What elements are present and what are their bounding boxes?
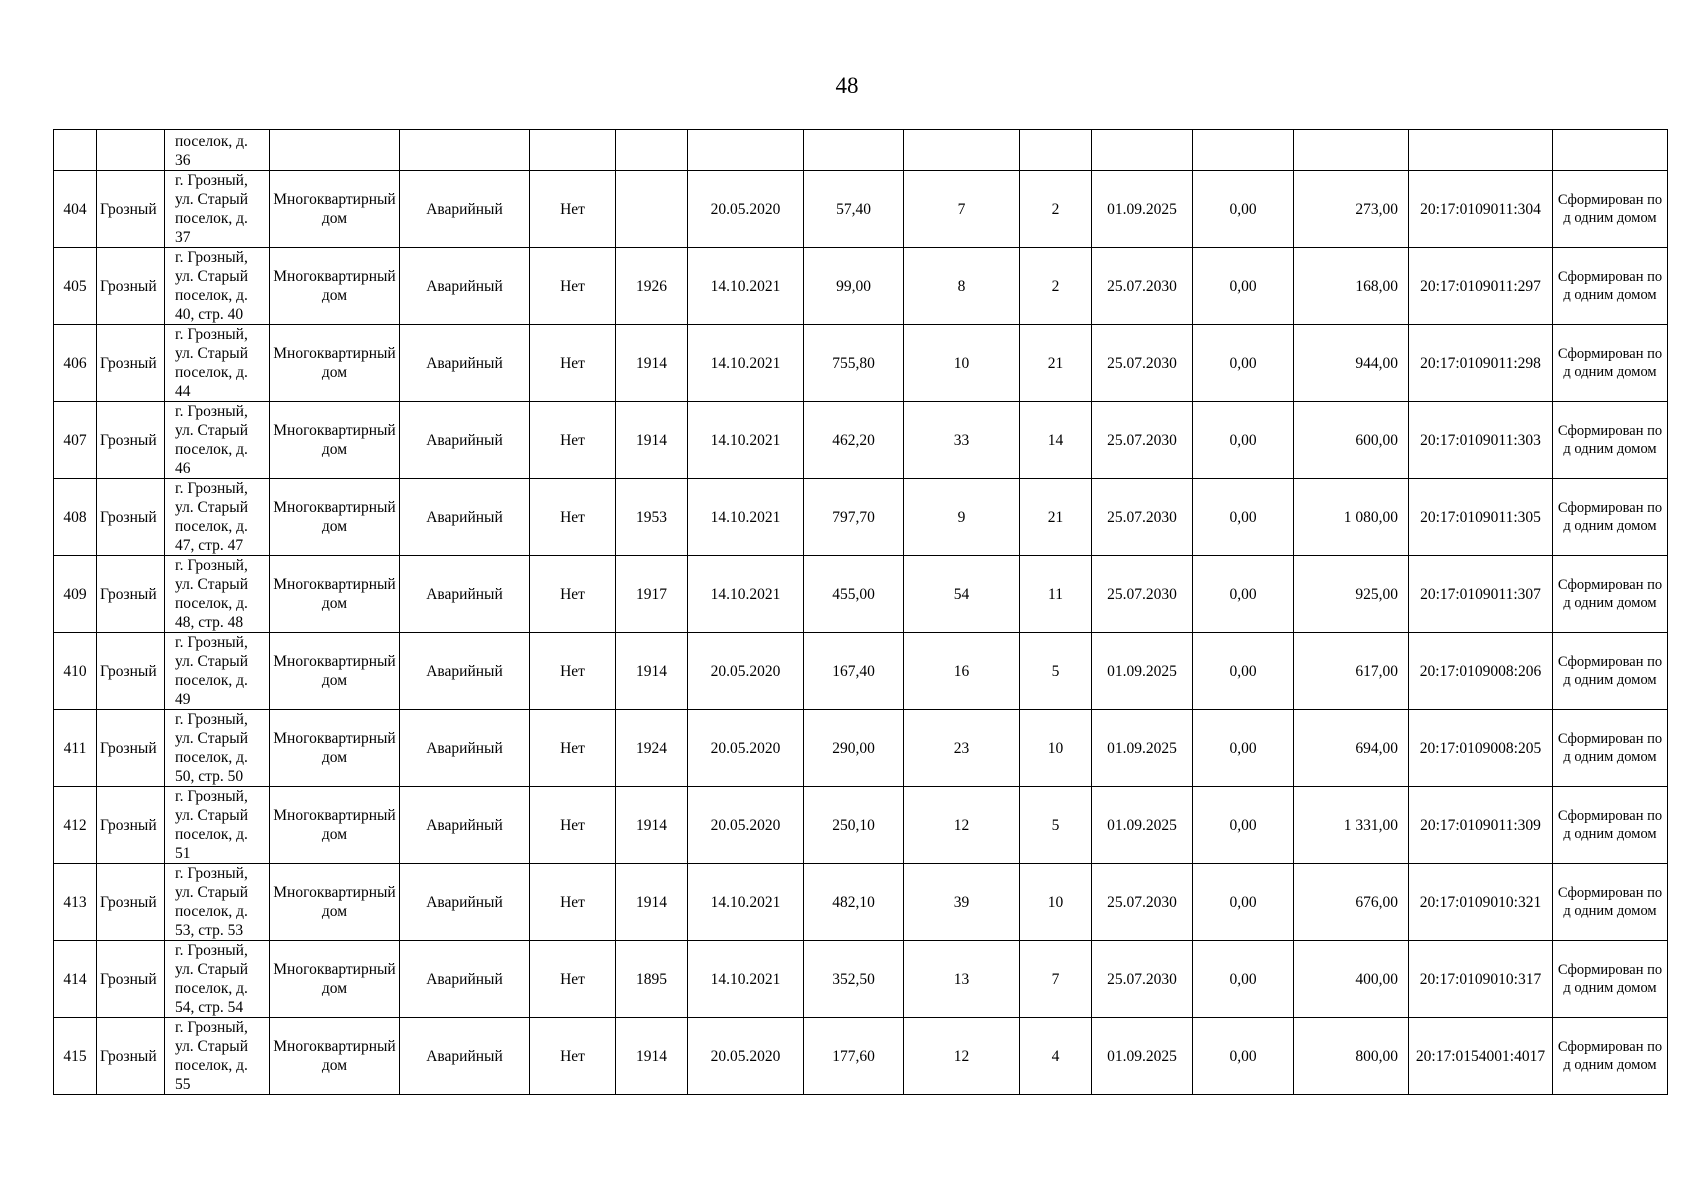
cell-apartments: 7 xyxy=(1020,941,1092,1018)
cell-date-planned: 01.09.2025 xyxy=(1092,787,1193,864)
cell-apartments: 11 xyxy=(1020,556,1092,633)
cell-flag: Нет xyxy=(530,633,616,710)
cell-type: Многоквартирный дом xyxy=(270,1018,400,1095)
cell-date-recognized: 14.10.2021 xyxy=(688,479,804,556)
cell-type: Многоквартирный дом xyxy=(270,710,400,787)
cell-num: 410 xyxy=(54,633,97,710)
cell-date-recognized: 14.10.2021 xyxy=(688,556,804,633)
cell-note: Сформирован под одним домом xyxy=(1553,171,1668,248)
cell-status: Аварийный xyxy=(400,325,530,402)
table-row xyxy=(54,1018,1668,1095)
cell-cadastral: 20:17:0109010:317 xyxy=(1409,941,1553,1018)
cell-address: г. Грозный, ул. Старый поселок, д. 49 xyxy=(165,633,270,710)
cell-date-recognized: 20.05.2020 xyxy=(688,633,804,710)
cell-type: Многоквартирный дом xyxy=(270,864,400,941)
cell-flag: Нет xyxy=(530,325,616,402)
cell-area xyxy=(804,130,904,171)
cell-flag: Нет xyxy=(530,710,616,787)
cell-city: Грозный xyxy=(97,1018,165,1095)
cell-num: 415 xyxy=(54,1018,97,1095)
cell-address: г. Грозный, ул. Старый поселок, д. 54, стр. 54 xyxy=(165,941,270,1018)
cell-note: Сформирован под одним домом xyxy=(1553,556,1668,633)
cell-address: г. Грозный, ул. Старый поселок, д. 53, стр. 53 xyxy=(165,864,270,941)
cell-year: 1895 xyxy=(616,941,688,1018)
cell-date-planned: 25.07.2030 xyxy=(1092,402,1193,479)
cell-col13: 694,00 xyxy=(1294,710,1409,787)
cell-residents: 12 xyxy=(904,787,1020,864)
cell-year xyxy=(616,171,688,248)
cell-cadastral: 20:17:0109011:304 xyxy=(1409,171,1553,248)
cell-flag: Нет xyxy=(530,864,616,941)
cell-date-planned: 25.07.2030 xyxy=(1092,556,1193,633)
cell-flag: Нет xyxy=(530,479,616,556)
cell-area: 250,10 xyxy=(804,787,904,864)
continuation-row xyxy=(54,130,1668,171)
cell-date-planned: 25.07.2030 xyxy=(1092,864,1193,941)
cell-date-planned: 25.07.2030 xyxy=(1092,941,1193,1018)
cell-type: Многоквартирный дом xyxy=(270,556,400,633)
cell-col13: 676,00 xyxy=(1294,864,1409,941)
cell-year: 1926 xyxy=(616,248,688,325)
cell-note: Сформирован под одним домом xyxy=(1553,479,1668,556)
cell-date-planned xyxy=(1092,130,1193,171)
cell-apartments: 14 xyxy=(1020,402,1092,479)
cell-col13: 944,00 xyxy=(1294,325,1409,402)
cell-col13: 600,00 xyxy=(1294,402,1409,479)
cell-num: 409 xyxy=(54,556,97,633)
cell-col13: 800,00 xyxy=(1294,1018,1409,1095)
cell-year: 1914 xyxy=(616,864,688,941)
cell-num: 414 xyxy=(54,941,97,1018)
cell-col13: 1 331,00 xyxy=(1294,787,1409,864)
cell-date-planned: 01.09.2025 xyxy=(1092,710,1193,787)
cell-area: 99,00 xyxy=(804,248,904,325)
cell-city: Грозный xyxy=(97,556,165,633)
cell-type: Многоквартирный дом xyxy=(270,171,400,248)
cell-address: г. Грозный, ул. Старый поселок, д. 51 xyxy=(165,787,270,864)
cell-status: Аварийный xyxy=(400,864,530,941)
cell-address: г. Грозный, ул. Старый поселок, д. 46 xyxy=(165,402,270,479)
cell-cadastral: 20:17:0109011:307 xyxy=(1409,556,1553,633)
table-row xyxy=(54,710,1668,787)
cell-residents: 54 xyxy=(904,556,1020,633)
cell-residents: 33 xyxy=(904,402,1020,479)
cell-city: Грозный xyxy=(97,941,165,1018)
cell-note: Сформирован под одним домом xyxy=(1553,787,1668,864)
cell-date-recognized: 20.05.2020 xyxy=(688,710,804,787)
cell-note: Сформирован под одним домом xyxy=(1553,710,1668,787)
cell-residents: 16 xyxy=(904,633,1020,710)
cell-flag: Нет xyxy=(530,171,616,248)
cell-note: Сформирован под одним домом xyxy=(1553,1018,1668,1095)
cell-date-planned: 01.09.2025 xyxy=(1092,1018,1193,1095)
cell-cadastral xyxy=(1409,130,1553,171)
cell-address: г. Грозный, ул. Старый поселок, д. 50, стр. 50 xyxy=(165,710,270,787)
cell-date-planned: 25.07.2030 xyxy=(1092,248,1193,325)
cell-status: Аварийный xyxy=(400,787,530,864)
table-row xyxy=(54,479,1668,556)
cell-apartments: 5 xyxy=(1020,633,1092,710)
cell-col13: 273,00 xyxy=(1294,171,1409,248)
cell-cadastral: 20:17:0109011:298 xyxy=(1409,325,1553,402)
housing-registry-table xyxy=(53,129,1668,1095)
cell-date-recognized: 20.05.2020 xyxy=(688,1018,804,1095)
cell-address: г. Грозный, ул. Старый поселок, д. 40, стр. 40 xyxy=(165,248,270,325)
cell-note: Сформирован под одним домом xyxy=(1553,248,1668,325)
cell-date-recognized: 20.05.2020 xyxy=(688,787,804,864)
cell-col12: 0,00 xyxy=(1193,248,1294,325)
cell-residents xyxy=(904,130,1020,171)
cell-col13: 400,00 xyxy=(1294,941,1409,1018)
cell-type: Многоквартирный дом xyxy=(270,479,400,556)
cell-area: 177,60 xyxy=(804,1018,904,1095)
cell-year: 1914 xyxy=(616,1018,688,1095)
cell-apartments: 2 xyxy=(1020,171,1092,248)
cell-date-planned: 01.09.2025 xyxy=(1092,633,1193,710)
cell-note: Сформирован под одним домом xyxy=(1553,325,1668,402)
cell-status: Аварийный xyxy=(400,479,530,556)
cell-apartments: 5 xyxy=(1020,787,1092,864)
cell-flag: Нет xyxy=(530,941,616,1018)
cell-year: 1917 xyxy=(616,556,688,633)
cell-flag: Нет xyxy=(530,787,616,864)
cell-num: 408 xyxy=(54,479,97,556)
cell-cadastral: 20:17:0154001:4017 xyxy=(1409,1018,1553,1095)
cell-residents: 23 xyxy=(904,710,1020,787)
cell-address: г. Грозный, ул. Старый поселок, д. 47, стр. 47 xyxy=(165,479,270,556)
cell-status: Аварийный xyxy=(400,941,530,1018)
cell-col13 xyxy=(1294,130,1409,171)
cell-col13: 168,00 xyxy=(1294,248,1409,325)
cell-cadastral: 20:17:0109011:297 xyxy=(1409,248,1553,325)
cell-col12: 0,00 xyxy=(1193,710,1294,787)
cell-date-recognized: 14.10.2021 xyxy=(688,248,804,325)
cell-col13: 1 080,00 xyxy=(1294,479,1409,556)
cell-apartments: 10 xyxy=(1020,710,1092,787)
table-row xyxy=(54,248,1668,325)
cell-date-planned: 25.07.2030 xyxy=(1092,479,1193,556)
cell-status: Аварийный xyxy=(400,710,530,787)
cell-area: 352,50 xyxy=(804,941,904,1018)
cell-flag: Нет xyxy=(530,402,616,479)
cell-status: Аварийный xyxy=(400,556,530,633)
cell-flag: Нет xyxy=(530,248,616,325)
cell-col12: 0,00 xyxy=(1193,171,1294,248)
cell-status: Аварийный xyxy=(400,402,530,479)
cell-area: 755,80 xyxy=(804,325,904,402)
cell-city: Грозный xyxy=(97,248,165,325)
cell-date-recognized: 14.10.2021 xyxy=(688,941,804,1018)
cell-status: Аварийный xyxy=(400,171,530,248)
cell-apartments: 21 xyxy=(1020,325,1092,402)
cell-date-recognized: 14.10.2021 xyxy=(688,325,804,402)
cell-city: Грозный xyxy=(97,402,165,479)
cell-num: 405 xyxy=(54,248,97,325)
cell-status: Аварийный xyxy=(400,633,530,710)
cell-col12: 0,00 xyxy=(1193,633,1294,710)
cell-year: 1953 xyxy=(616,479,688,556)
cell-flag xyxy=(530,130,616,171)
cell-year: 1924 xyxy=(616,710,688,787)
cell-cadastral: 20:17:0109008:205 xyxy=(1409,710,1553,787)
cell-address: г. Грозный, ул. Старый поселок, д. 44 xyxy=(165,325,270,402)
cell-city: Грозный xyxy=(97,864,165,941)
cell-col12: 0,00 xyxy=(1193,1018,1294,1095)
cell-date-planned: 01.09.2025 xyxy=(1092,171,1193,248)
cell-address: г. Грозный, ул. Старый поселок, д. 48, стр. 48 xyxy=(165,556,270,633)
table-row xyxy=(54,787,1668,864)
cell-type: Многоквартирный дом xyxy=(270,248,400,325)
cell-address: г. Грозный, ул. Старый поселок, д. 55 xyxy=(165,1018,270,1095)
table-row xyxy=(54,556,1668,633)
cell-cadastral: 20:17:0109011:303 xyxy=(1409,402,1553,479)
cell-type: Многоквартирный дом xyxy=(270,787,400,864)
cell-num: 413 xyxy=(54,864,97,941)
cell-city: Грозный xyxy=(97,171,165,248)
cell-col13: 617,00 xyxy=(1294,633,1409,710)
cell-apartments: 2 xyxy=(1020,248,1092,325)
cell-apartments: 21 xyxy=(1020,479,1092,556)
cell-city: Грозный xyxy=(97,787,165,864)
cell-type: Многоквартирный дом xyxy=(270,325,400,402)
cell-city: Грозный xyxy=(97,633,165,710)
cell-city xyxy=(97,130,165,171)
table-row xyxy=(54,402,1668,479)
page-number: 48 xyxy=(835,73,859,98)
cell-col12: 0,00 xyxy=(1193,787,1294,864)
cell-city: Грозный xyxy=(97,325,165,402)
cell-date-planned: 25.07.2030 xyxy=(1092,325,1193,402)
cell-num xyxy=(54,130,97,171)
cell-col12 xyxy=(1193,130,1294,171)
cell-col12: 0,00 xyxy=(1193,556,1294,633)
table-row xyxy=(54,864,1668,941)
cell-num: 411 xyxy=(54,710,97,787)
cell-apartments: 10 xyxy=(1020,864,1092,941)
cell-date-recognized xyxy=(688,130,804,171)
cell-status: Аварийный xyxy=(400,1018,530,1095)
cell-type: Многоквартирный дом xyxy=(270,633,400,710)
cell-address: г. Грозный, ул. Старый поселок, д. 37 xyxy=(165,171,270,248)
cell-cadastral: 20:17:0109008:206 xyxy=(1409,633,1553,710)
cell-area: 455,00 xyxy=(804,556,904,633)
cell-col13: 925,00 xyxy=(1294,556,1409,633)
cell-status xyxy=(400,130,530,171)
cell-note: Сформирован под одним домом xyxy=(1553,633,1668,710)
cell-city: Грозный xyxy=(97,479,165,556)
cell-year: 1914 xyxy=(616,633,688,710)
cell-residents: 12 xyxy=(904,1018,1020,1095)
table-row xyxy=(54,325,1668,402)
cell-note: Сформирован под одним домом xyxy=(1553,864,1668,941)
cell-type: Многоквартирный дом xyxy=(270,941,400,1018)
cell-address: поселок, д. 36 xyxy=(165,130,270,171)
cell-year: 1914 xyxy=(616,787,688,864)
cell-flag: Нет xyxy=(530,556,616,633)
cell-year: 1914 xyxy=(616,402,688,479)
cell-date-recognized: 14.10.2021 xyxy=(688,402,804,479)
cell-col12: 0,00 xyxy=(1193,325,1294,402)
cell-col12: 0,00 xyxy=(1193,864,1294,941)
cell-apartments xyxy=(1020,130,1092,171)
cell-date-recognized: 20.05.2020 xyxy=(688,171,804,248)
cell-area: 482,10 xyxy=(804,864,904,941)
cell-area: 462,20 xyxy=(804,402,904,479)
cell-note: Сформирован под одним домом xyxy=(1553,941,1668,1018)
cell-residents: 7 xyxy=(904,171,1020,248)
cell-status: Аварийный xyxy=(400,248,530,325)
cell-note: Сформирован под одним домом xyxy=(1553,402,1668,479)
cell-residents: 39 xyxy=(904,864,1020,941)
table-row xyxy=(54,171,1668,248)
cell-apartments: 4 xyxy=(1020,1018,1092,1095)
cell-area: 167,40 xyxy=(804,633,904,710)
cell-cadastral: 20:17:0109010:321 xyxy=(1409,864,1553,941)
cell-num: 404 xyxy=(54,171,97,248)
cell-num: 406 xyxy=(54,325,97,402)
cell-residents: 10 xyxy=(904,325,1020,402)
cell-residents: 8 xyxy=(904,248,1020,325)
cell-city: Грозный xyxy=(97,710,165,787)
registry-body xyxy=(54,130,1668,1095)
cell-flag: Нет xyxy=(530,1018,616,1095)
cell-num: 407 xyxy=(54,402,97,479)
cell-cadastral: 20:17:0109011:309 xyxy=(1409,787,1553,864)
cell-area: 290,00 xyxy=(804,710,904,787)
cell-cadastral: 20:17:0109011:305 xyxy=(1409,479,1553,556)
cell-num: 412 xyxy=(54,787,97,864)
cell-area: 57,40 xyxy=(804,171,904,248)
cell-type xyxy=(270,130,400,171)
cell-date-recognized: 14.10.2021 xyxy=(688,864,804,941)
cell-note xyxy=(1553,130,1668,171)
cell-year: 1914 xyxy=(616,325,688,402)
cell-col12: 0,00 xyxy=(1193,402,1294,479)
cell-residents: 13 xyxy=(904,941,1020,1018)
cell-col12: 0,00 xyxy=(1193,479,1294,556)
cell-type: Многоквартирный дом xyxy=(270,402,400,479)
cell-residents: 9 xyxy=(904,479,1020,556)
cell-area: 797,70 xyxy=(804,479,904,556)
cell-col12: 0,00 xyxy=(1193,941,1294,1018)
table-row xyxy=(54,633,1668,710)
table-row xyxy=(54,941,1668,1018)
cell-year xyxy=(616,130,688,171)
